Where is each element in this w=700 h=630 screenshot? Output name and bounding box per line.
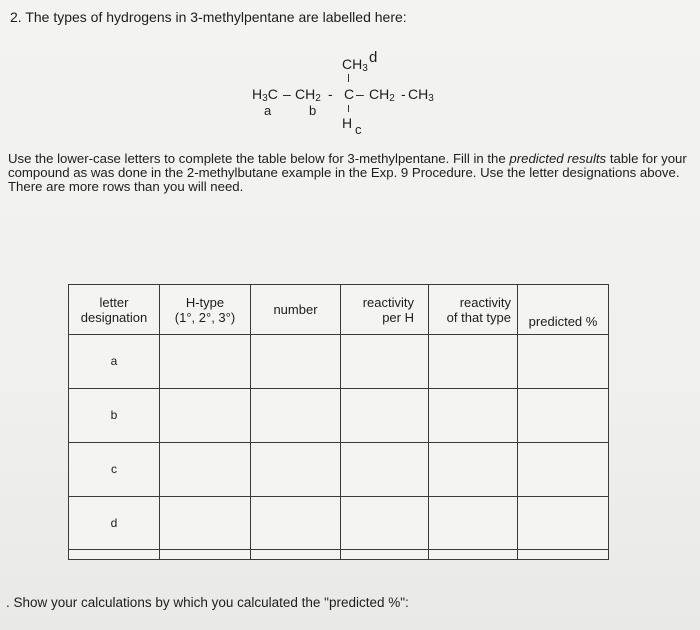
ch3-right-group: $CH_3$: [408, 86, 434, 104]
h-type-cell[interactable]: [160, 550, 251, 560]
bond-vertical-bottom: [348, 105, 349, 112]
reactivity-per-h-cell[interactable]: [341, 442, 429, 496]
letter-cell: [69, 550, 160, 560]
bond-vertical-top: [348, 74, 349, 82]
table-row: [69, 496, 609, 550]
label-a: a: [264, 103, 272, 118]
instructions-paragraph: Use the lower-case letters to complete the table below for 3-methylpentane. Fill in the predicted results table for your compound as was done in the 2-methylbutane example in the Exp. 9 Procedure. Use the letter designations above. There are more rows than you will need.: [8, 151, 687, 194]
hydrogen-bottom: H: [342, 115, 353, 131]
h-type-cell[interactable]: [160, 496, 251, 550]
header-predicted-percent: predicted %: [518, 285, 609, 335]
structure-3-methylpentane: [252, 49, 482, 142]
header-number: number: [251, 285, 341, 335]
reactivity-per-h-cell[interactable]: [341, 335, 429, 389]
ch2-left-group: $CH_2$: [295, 86, 321, 104]
table-row: [69, 388, 609, 442]
number-cell[interactable]: [251, 496, 341, 550]
h3c-group: $H_3C$: [252, 86, 278, 104]
table-row: [69, 442, 609, 496]
predicted-percent-cell[interactable]: [518, 496, 609, 550]
letter-cell: a: [69, 335, 160, 389]
bond-4: -: [401, 86, 406, 102]
h-type-cell[interactable]: [160, 388, 251, 442]
bond-1: –: [283, 86, 291, 102]
label-d: d: [369, 49, 378, 66]
table-row: [69, 550, 609, 560]
number-cell[interactable]: [251, 550, 341, 560]
h-type-cell[interactable]: [160, 335, 251, 389]
number-cell[interactable]: [251, 442, 341, 496]
bond-2: -: [328, 86, 333, 102]
letter-cell: d: [69, 496, 160, 550]
reactivity-of-type-cell[interactable]: [429, 442, 518, 496]
label-b: b: [309, 103, 317, 118]
number-cell[interactable]: [251, 335, 341, 389]
label-c: c: [355, 122, 362, 137]
predicted-percent-cell[interactable]: [518, 335, 609, 389]
reactivity-per-h-cell[interactable]: [341, 388, 429, 442]
predicted-percent-cell[interactable]: [518, 388, 609, 442]
bond-3: –: [356, 86, 364, 102]
reactivity-of-type-cell[interactable]: [429, 335, 518, 389]
reactivity-per-h-cell[interactable]: [341, 496, 429, 550]
calculations-prompt: . Show your calculations by which you calculated the "predicted %":: [6, 595, 409, 610]
header-h-type: H-type (1°, 2°, 3°): [160, 285, 251, 335]
ch2-right-group: $CH_2$: [369, 86, 395, 104]
table-header-row: [69, 285, 609, 335]
reactivity-of-type-cell[interactable]: [429, 496, 518, 550]
methyl-group-top: $CH_3$: [342, 56, 368, 74]
table-row: [69, 335, 609, 389]
predicted-results-table: [68, 284, 609, 560]
predicted-percent-cell[interactable]: [518, 550, 609, 560]
predicted-percent-cell[interactable]: [518, 442, 609, 496]
question-title: 2. The types of hydrogens in 3-methylpentane are labelled here:: [10, 9, 407, 25]
center-carbon: C: [344, 86, 355, 102]
header-letter-designation: letter designation: [69, 285, 160, 335]
reactivity-per-h-cell[interactable]: [341, 550, 429, 560]
reactivity-of-type-cell[interactable]: [429, 388, 518, 442]
letter-cell: b: [69, 388, 160, 442]
letter-cell: c: [69, 442, 160, 496]
header-reactivity-per-h: reactivity per H: [341, 285, 429, 335]
number-cell[interactable]: [251, 388, 341, 442]
reactivity-of-type-cell[interactable]: [429, 550, 518, 560]
h-type-cell[interactable]: [160, 442, 251, 496]
header-reactivity-of-type: reactivity of that type: [429, 285, 518, 335]
